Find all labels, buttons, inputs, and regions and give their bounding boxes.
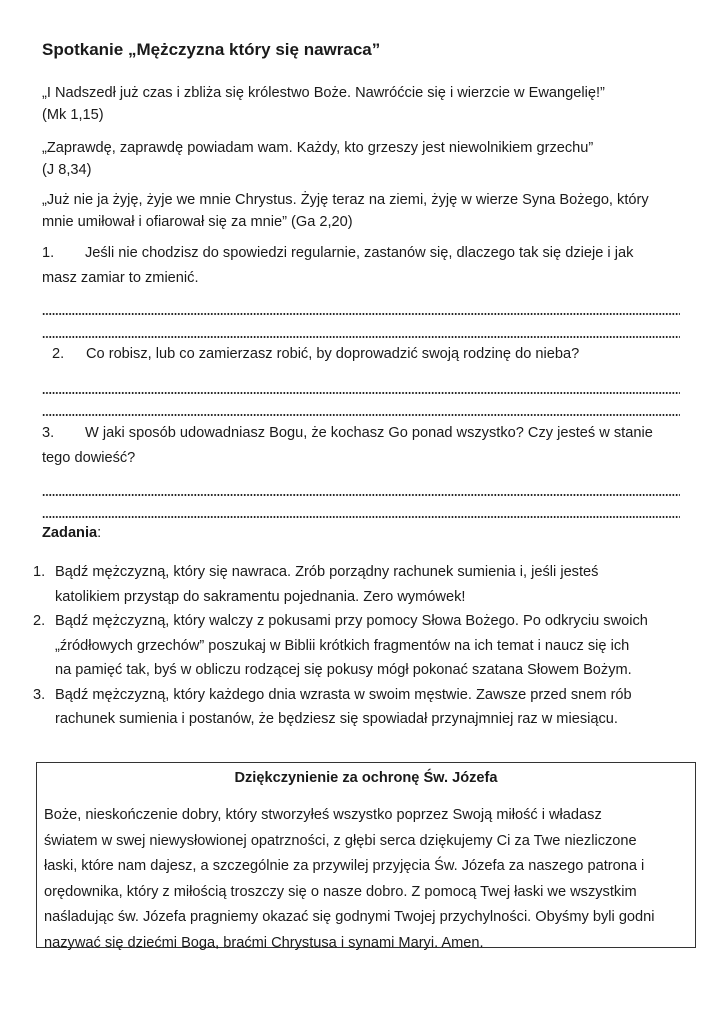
task-number: 2. bbox=[33, 613, 46, 629]
prayer-title: Dziękczynienie za ochronę Św. Józefa bbox=[234, 770, 498, 786]
tasks-heading bbox=[42, 525, 101, 541]
quote-text: „I Nadszedł już czas i zbliża się królestwo Boże. Nawróćcie się i wierzcie w Ewangelię!” bbox=[42, 85, 605, 101]
question-text: Jeśli nie chodzisz do spowiedzi regularnie, zastanów się, dlaczego tak się dzieje i jak bbox=[85, 245, 634, 261]
task-text-continued: rachunek sumienia i postanów, że będziesz się spowiadał przynajmniej raz w miesiącu. bbox=[55, 711, 618, 727]
task-text-continued: katolikiem przystąp do sakramentu pojednania. Zero wymówek! bbox=[55, 588, 466, 605]
prayer-line: naśladując św. Józefa pragniemy okazać się godnymi Twojej przychylności. Obyśmy byli godni bbox=[44, 909, 655, 926]
answer-line[interactable] bbox=[42, 311, 680, 317]
prayer-line: orędownika, który z miłością troszczy się o nasze dobro. Z pomocą Twej łaski we wszystkim bbox=[44, 883, 637, 900]
quote-j bbox=[42, 137, 593, 181]
question-2 bbox=[42, 342, 682, 367]
task-text: Bądź mężczyzną, który każdego dnia wzrasta w swoim męstwie. Zawsze przed snem rób bbox=[55, 686, 632, 703]
question-text-continued: masz zamiar to zmienić. bbox=[42, 270, 199, 286]
answer-line[interactable] bbox=[42, 514, 680, 520]
prayer-line: łaski, które nam dajesz, a szczególnie za przywilej przyjęcia Św. Józefa za naszego patrona i bbox=[44, 858, 645, 875]
task-number: 3. bbox=[33, 686, 46, 703]
quote-text: „Zaprawdę, zaprawdę powiadam wam. Każdy, kto grzeszy jest niewolnikiem grzechu” bbox=[42, 140, 594, 156]
quote-mk bbox=[42, 82, 605, 126]
answer-line[interactable] bbox=[42, 492, 680, 498]
prayer-box bbox=[36, 762, 696, 951]
question-number: 3. bbox=[42, 425, 55, 441]
task-number: 1. bbox=[33, 564, 46, 580]
list-item bbox=[33, 609, 682, 683]
quote-ref: (J 8,34) bbox=[42, 162, 92, 178]
question-3 bbox=[42, 421, 682, 471]
question-text-continued: tego dowieść? bbox=[42, 450, 136, 466]
prayer-text bbox=[37, 790, 695, 957]
tasks-list bbox=[33, 560, 682, 732]
tasks-heading-colon: : bbox=[97, 525, 102, 541]
list-item bbox=[33, 560, 682, 609]
prayer-line: Boże, nieskończenie dobry, który stworzyłeś wszystko poprzez Swoją miłość i władasz bbox=[44, 807, 602, 823]
quote-text-continued: mnie umiłował i ofiarował się za mnie” (Ga 2,20) bbox=[42, 214, 353, 230]
prayer-line: nazywać się dziećmi Boga, braćmi Chrystusa i synami Maryi. Amen. bbox=[44, 934, 484, 951]
list-item bbox=[33, 683, 682, 732]
question-text: Co robisz, lub co zamierzasz robić, by doprowadzić swoją rodzinę do nieba? bbox=[86, 346, 580, 362]
answer-line[interactable] bbox=[42, 390, 680, 396]
task-text-continued: na pamięć tak, byś w obliczu rodzącej się pokusy mógł pokonać szatana Słowem Bożym. bbox=[55, 662, 632, 678]
quote-ga bbox=[42, 189, 649, 233]
tasks-heading-label: Zadania bbox=[42, 525, 98, 541]
question-number: 1. bbox=[42, 245, 55, 261]
task-text-continued: „źródłowych grzechów” poszukaj w Biblii krótkich fragmentów na ich temat i naucz się ich bbox=[55, 637, 630, 654]
task-text: Bądź mężczyzną, który się nawraca. Zrób porządny rachunek sumienia i, jeśli jesteś bbox=[55, 564, 599, 580]
answer-line[interactable] bbox=[42, 412, 680, 418]
answer-line[interactable] bbox=[42, 334, 680, 340]
quote-text: „Już nie ja żyję, żyje we mnie Chrystus. Żyję teraz na ziemi, żyję w wierze Syna Bożego, który bbox=[42, 192, 649, 208]
prayer-line: światem w swej niewysłowionej opatrzności, z głębi serca dziękujemy Ci za Twe niezliczone bbox=[44, 832, 637, 849]
question-1 bbox=[42, 241, 682, 291]
question-number: 2. bbox=[52, 346, 65, 362]
task-text: Bądź mężczyzną, który walczy z pokusami przy pomocy Słowa Bożego. Po odkryciu swoich bbox=[55, 613, 648, 629]
page-title: Spotkanie „Mężczyzna który się nawraca” bbox=[42, 40, 381, 59]
quote-ref: (Mk 1,15) bbox=[42, 107, 104, 123]
question-text: W jaki sposób udowadniasz Bogu, że kochasz Go ponad wszystko? Czy jesteś w stanie bbox=[85, 425, 653, 441]
